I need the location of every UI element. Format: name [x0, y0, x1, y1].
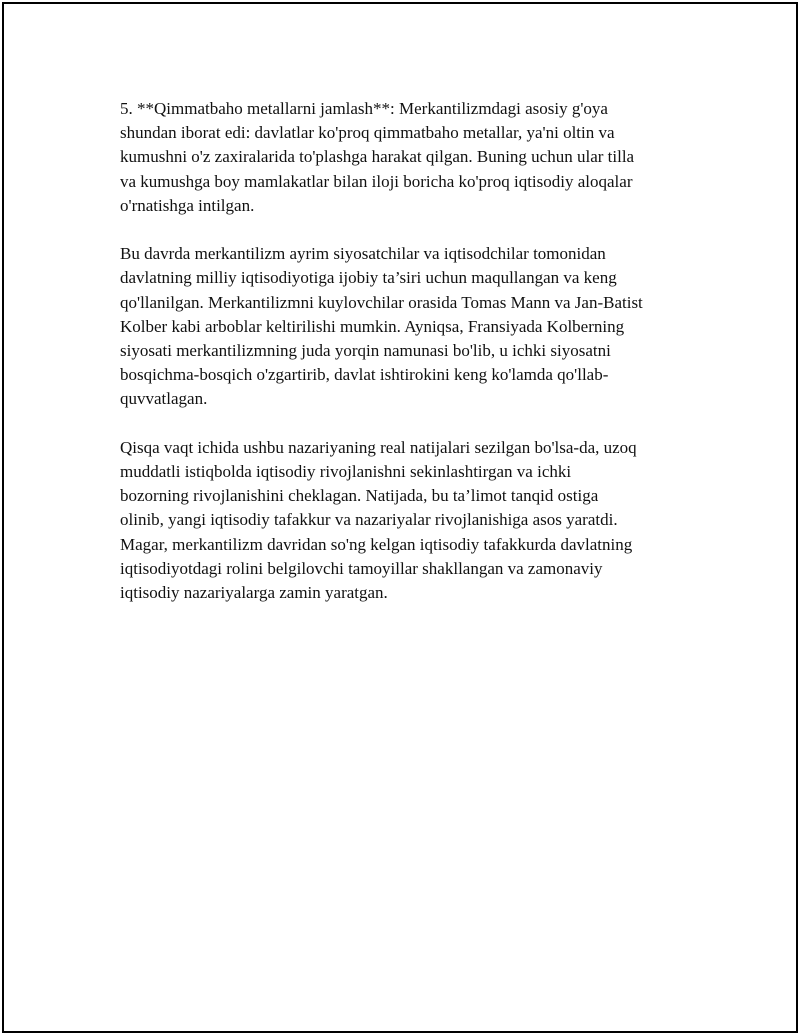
paragraph-mercantilism-adoption: Bu davrda merkantilizm ayrim siyosatchilar va iqtisodchilar tomonidan davlatning milliy iqtisodiyotiga ijobiy ta’siri uchun maqullangan va keng qo'llanilgan. Merkantilizmni kuylovchilar orasida Tomas Mann va Jan-Batist Kolber kabi arboblar keltirilishi mumkin. Ayniqsa, Fransiyada Kolberning siyosati merkantilizmning juda yorqin namunasi bo'lib, u ichki siyosatni bosqichma-bosqich o'zgartirib, davlat ishtirokini keng ko'lamda qo'llab- quvvatlagan.: [120, 244, 643, 409]
paragraph-precious-metals: 5. **Qimmatbaho metallarni jamlash**: Merkantilizmdagi asosiy g'oya shundan iborat edi: davlatlar ko'proq qimmatbaho metallar, ya'ni oltin va kumushni o'z zaxiralarida to'plashga harakat qilgan. Buning uchun ular tilla va kumushga boy mamlakatlar bilan iloji boricha ko'proq iqtisodiy aloqalar o'rnatishga intilgan.: [120, 99, 635, 215]
paragraph-mercantilism-outcome: Qisqa vaqt ichida ushbu nazariyaning real natijalari sezilgan bo'lsa-da, uzoq muddatli istiqbolda iqtisodiy rivojlanishni sekinlashtirgan va ichki bozorning rivojlanishini cheklagan. Natijada, bu ta’limot tanqid ostiga olinib, yangi iqtisodiy tafakkur va nazariyalar rivojlanishiga asos yaratdi. Magar, merkantilizm davridan so'ng kelgan iqtisodiy tafakkurda davlatning iqtisodiyotdagi rolini belgilovchi tamoyillar shakllangan va zamonaviy iqtisodiy nazariyalarga zamin yaratgan.: [120, 437, 637, 603]
document-body: [120, 97, 700, 629]
document-page: [2, 2, 798, 1033]
